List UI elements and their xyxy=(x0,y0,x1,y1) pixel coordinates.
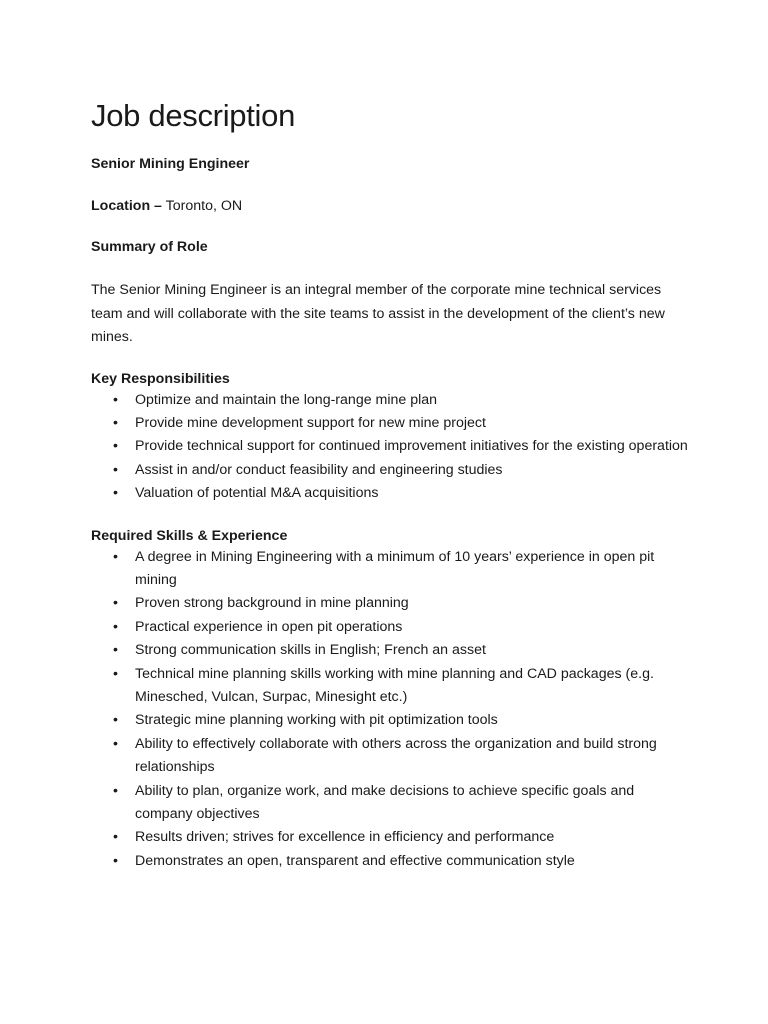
list-item: • Results driven; strives for excellence in efficiency and performance xyxy=(135,826,691,849)
list-item: • A degree in Mining Engineering with a minimum of 10 years’ experience in open pit mining xyxy=(135,546,691,593)
document-title: Job description xyxy=(91,98,296,133)
bullet-icon: • xyxy=(113,829,118,846)
bullet-icon: • xyxy=(113,438,118,455)
bullet-icon: • xyxy=(113,782,118,799)
bullet-icon: • xyxy=(113,712,118,729)
list-item: • Proven strong background in mine planning xyxy=(135,592,691,615)
location-value: Toronto, ON xyxy=(165,198,243,214)
summary-heading: Summary of Role xyxy=(91,239,208,255)
bullet-icon: • xyxy=(113,595,118,612)
list-item: • Provide mine development support for new mine project xyxy=(135,412,691,435)
list-item: • Valuation of potential M&A acquisitions xyxy=(135,482,691,505)
list-item: • Optimize and maintain the long-range mine plan xyxy=(135,389,691,412)
list-item: • Ability to plan, organize work, and make decisions to achieve specific goals and company objectives xyxy=(135,780,691,827)
list-item: • Ability to effectively collaborate with others across the organization and build strong relationships xyxy=(135,733,691,780)
location-label: Location – xyxy=(91,198,162,214)
location-line xyxy=(91,196,691,216)
job-description-document xyxy=(91,94,691,873)
list-item: • Practical experience in open pit operations xyxy=(135,616,691,639)
skills-list xyxy=(91,546,691,874)
bullet-icon: • xyxy=(113,414,118,431)
list-item: • Strong communication skills in English; French an asset xyxy=(135,639,691,662)
job-title: Senior Mining Engineer xyxy=(91,156,250,172)
responsibilities-list xyxy=(91,389,691,506)
bullet-icon: • xyxy=(113,642,118,659)
list-item: • Technical mine planning skills working with mine planning and CAD packages (e.g. Minesched, Vulcan, Surpac, Minesight etc.) xyxy=(135,663,691,710)
summary-text: The Senior Mining Engineer is an integral member of the corporate mine technical services team and will collaborate with the site teams to assist in the development of the client’s new mines. xyxy=(91,282,665,345)
responsibilities-heading: Key Responsibilities xyxy=(91,370,230,387)
bullet-icon: • xyxy=(113,461,118,478)
list-item: • Assist in and/or conduct feasibility and engineering studies xyxy=(135,459,691,482)
bullet-icon: • xyxy=(113,852,118,869)
bullet-icon: • xyxy=(113,665,118,682)
skills-heading: Required Skills & Experience xyxy=(91,527,288,544)
list-item: • Demonstrates an open, transparent and effective communication style xyxy=(135,850,691,873)
bullet-icon: • xyxy=(113,485,118,502)
bullet-icon: • xyxy=(113,391,118,408)
bullet-icon: • xyxy=(113,618,118,635)
list-item: • Strategic mine planning working with pit optimization tools xyxy=(135,709,691,732)
list-item: • Provide technical support for continued improvement initiatives for the existing operation xyxy=(135,435,691,458)
bullet-icon: • xyxy=(113,548,118,565)
bullet-icon: • xyxy=(113,735,118,752)
